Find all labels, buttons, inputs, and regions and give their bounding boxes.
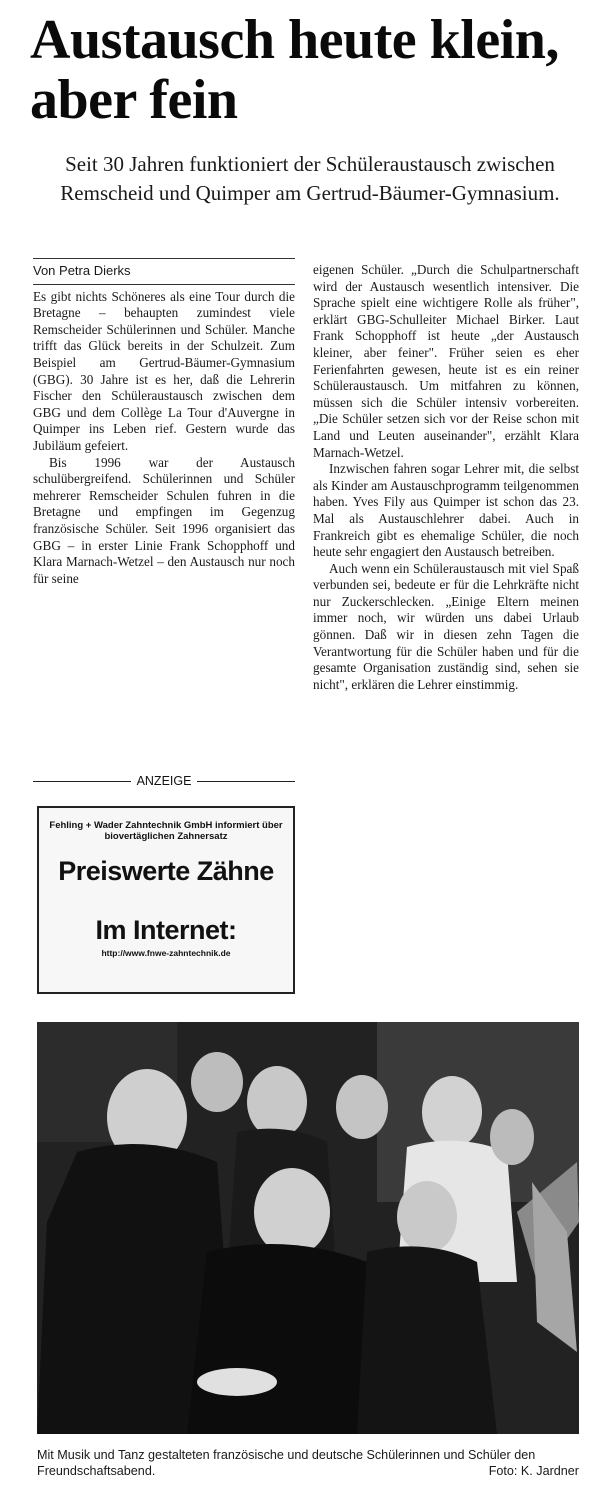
divider <box>33 781 131 782</box>
caption-text: Mit Musik und Tanz gestalteten französische und deutsche Schülerinnen und Schüler den Freundschaftsabend. <box>37 1448 536 1478</box>
article-paragraph: Es gibt nichts Schöneres als eine Tour durch die Bretagne – behaupten zumindest viele Remscheider Schülerinnen und Schüler. Manche trifft das Glück bereits in der Schulzeit. Zum Beispiel am Gertrud-Bäumer-Gymnasium (GBG). 30 Jahre ist es her, daß die Lehrerin Fischer den Schüleraustausch zwischen dem GBG und dem Collège La Tour d'Auvergne in Quimper ins Leben rief. Gestern wurde das Jubiläum gefeiert. <box>33 288 295 453</box>
article-column-right <box>313 262 579 693</box>
article-column-left <box>33 258 295 587</box>
article-paragraph: Bis 1996 war der Austausch schulübergreifend. Schülerinnen und Schüler mehrerer Remscheider Schulen fuhren in die Bretagne und empfingen im Gegenzug französische Schüler. Seit 1996 organisiert das GBG – in erster Linie Frank Schopphoff und Klara Marnach-Wetzel – den Austausch nur noch für seine <box>33 454 295 586</box>
photo-credit: Foto: K. Jardner <box>488 1464 579 1478</box>
article-paragraph: Auch wenn ein Schüleraustausch mit viel Spaß verbunden sei, bedeute er für die Lehrkräfte nicht nur Zuckerschlecken. „Einige Eltern meinen immer noch, wir würden uns dabei Urlaub gönnen. Daß wir in diesen zehn Tagen die Verantwortung für die Schüler haben und für die gesamte Organisation zuständig sind, sehen sie nicht", erklären die Lehrer einstimmig. <box>313 560 579 692</box>
ad-company-line: Fehling + Wader Zahntechnik GmbH informiert über biovertäglichen Zahnersatz <box>49 820 283 842</box>
article-photo <box>37 1022 579 1434</box>
ad-label <box>33 774 295 788</box>
ad-subline: Im Internet: <box>95 915 237 945</box>
group-photo-illustration <box>37 1022 579 1434</box>
article-paragraph: eigenen Schüler. „Durch die Schulpartnerschaft wird der Austausch wesentlich intensiver. Die Sprache spielt eine wichtigere Rolle als früher", erklärt GBG-Schulleiter Michael Birker. Laut Frank Schopphoff ist heute „der Austausch kleiner, aber feiner". Früher seien es eher Ferienfahrten gewesen, heute ist es ein reiner Schüleraustausch. Um mitfahren zu können, müssen sich die Schüler intensiv vorbereiten. „Die Schüler setzen sich vor der Reise schon mit Land und Leuten auseinander", erzählt Klara Marnach-Wetzel. <box>313 262 579 460</box>
ad-url: http://www.fnwe-zahntechnik.de <box>101 948 231 958</box>
photo-caption <box>37 1447 579 1479</box>
article-paragraph: Inzwischen fahren sogar Lehrer mit, die selbst als Kinder am Austauschprogramm teilgenommen haben. Yves Fily aus Quimper ist schon das 23. Mal als Austauschlehrer dabei. Auch in Frankreich gibt es ehemalige Schüler, die noch heute sehr engagiert den Austausch betreiben. <box>313 461 579 560</box>
ad-label-text: ANZEIGE <box>136 774 192 788</box>
subheadline: Seit 30 Jahren funktioniert der Schüleraustausch zwischen Remscheid und Quimper am Gertrud-Bäumer-Gymnasium. <box>60 152 560 205</box>
headline: Austausch heute klein, aber fein <box>30 9 559 131</box>
advertisement <box>37 806 295 994</box>
author-byline: Von Petra Dierks <box>33 258 295 285</box>
ad-headline: Preiswerte Zähne <box>58 856 274 886</box>
divider <box>197 781 295 782</box>
